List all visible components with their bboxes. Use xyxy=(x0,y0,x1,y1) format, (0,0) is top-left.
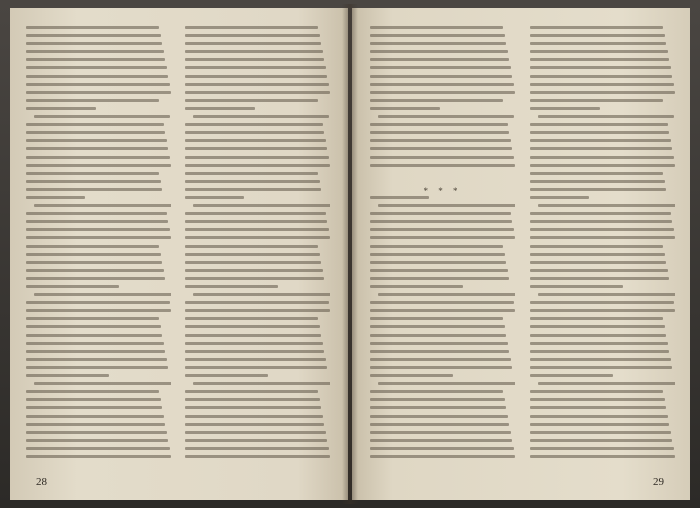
section-break: * * * xyxy=(423,186,462,196)
text-line xyxy=(26,309,171,312)
text-line xyxy=(185,447,329,450)
text-line xyxy=(370,374,453,377)
text-line xyxy=(530,342,668,345)
text-line xyxy=(370,107,440,110)
text-line xyxy=(185,342,323,345)
text-line xyxy=(370,220,512,223)
text-line xyxy=(370,261,506,264)
text-line xyxy=(26,172,159,175)
text-line xyxy=(185,398,320,401)
text-line xyxy=(530,261,666,264)
text-line xyxy=(34,382,171,385)
text-line xyxy=(370,269,508,272)
text-line xyxy=(530,455,675,458)
text-line xyxy=(185,212,326,215)
text-line xyxy=(530,447,674,450)
text-line xyxy=(26,99,159,102)
text-line xyxy=(26,164,171,167)
text-line xyxy=(26,301,170,304)
text-line xyxy=(26,58,165,61)
text-line xyxy=(530,42,666,45)
text-line xyxy=(370,415,508,418)
text-line xyxy=(530,228,674,231)
text-line xyxy=(530,309,675,312)
text-line xyxy=(530,91,675,94)
text-line xyxy=(26,285,119,288)
text-line xyxy=(370,325,505,328)
text-line xyxy=(530,34,665,37)
text-line xyxy=(185,180,320,183)
text-line xyxy=(538,204,675,207)
text-line xyxy=(370,228,514,231)
text-line xyxy=(26,325,161,328)
text-line xyxy=(26,390,159,393)
text-line xyxy=(26,415,164,418)
text-line xyxy=(530,431,671,434)
text-line xyxy=(530,439,672,442)
text-line xyxy=(185,220,327,223)
text-line xyxy=(370,253,505,256)
text-line xyxy=(370,398,505,401)
text-line xyxy=(530,196,589,199)
text-line xyxy=(26,374,109,377)
text-line xyxy=(370,164,515,167)
text-line xyxy=(26,34,161,37)
text-line xyxy=(530,58,669,61)
text-line xyxy=(185,188,321,191)
text-line xyxy=(26,334,162,337)
text-line xyxy=(370,366,512,369)
text-line xyxy=(26,358,167,361)
left-page-number: 28 xyxy=(36,476,47,488)
text-line xyxy=(370,75,512,78)
text-line xyxy=(530,390,663,393)
text-line xyxy=(185,139,326,142)
text-line xyxy=(26,123,164,126)
text-line xyxy=(26,188,162,191)
text-line xyxy=(370,406,506,409)
text-line xyxy=(185,34,320,37)
text-line xyxy=(530,99,663,102)
left-page xyxy=(10,8,348,500)
text-line xyxy=(26,26,159,29)
text-line xyxy=(185,277,324,280)
text-line xyxy=(370,439,512,442)
text-line xyxy=(378,293,515,296)
text-line xyxy=(370,285,463,288)
text-line xyxy=(185,309,330,312)
text-line xyxy=(370,196,429,199)
text-line xyxy=(370,350,509,353)
text-line xyxy=(370,301,514,304)
text-line xyxy=(185,390,318,393)
text-line xyxy=(370,66,511,69)
text-line xyxy=(185,91,330,94)
text-line xyxy=(26,366,168,369)
text-line xyxy=(530,374,613,377)
text-line xyxy=(370,245,503,248)
text-line xyxy=(193,382,330,385)
text-line xyxy=(26,398,161,401)
text-line xyxy=(370,342,508,345)
text-line xyxy=(193,204,330,207)
text-line xyxy=(185,196,244,199)
text-line xyxy=(530,66,671,69)
text-line xyxy=(530,253,665,256)
text-line xyxy=(530,350,669,353)
text-line xyxy=(370,42,506,45)
text-line xyxy=(378,204,515,207)
text-line xyxy=(185,423,324,426)
text-line xyxy=(530,220,672,223)
text-line xyxy=(185,75,327,78)
text-line xyxy=(26,406,162,409)
text-line xyxy=(370,212,511,215)
text-line xyxy=(530,172,663,175)
text-line xyxy=(26,447,170,450)
text-line xyxy=(185,172,318,175)
text-line xyxy=(185,439,327,442)
text-line xyxy=(370,423,509,426)
text-line xyxy=(185,415,323,418)
text-line xyxy=(370,334,506,337)
text-line xyxy=(530,180,665,183)
text-line xyxy=(26,423,165,426)
text-line xyxy=(185,164,330,167)
text-line xyxy=(370,123,508,126)
text-line xyxy=(530,334,666,337)
text-line xyxy=(185,58,324,61)
text-line xyxy=(26,42,162,45)
right-page-column-1 xyxy=(370,26,515,466)
text-line xyxy=(530,423,669,426)
text-line xyxy=(26,342,164,345)
text-line xyxy=(185,99,318,102)
text-line xyxy=(530,398,665,401)
text-line xyxy=(193,115,329,118)
text-line xyxy=(530,123,668,126)
text-line xyxy=(370,50,508,53)
text-line xyxy=(185,358,326,361)
text-line xyxy=(185,350,324,353)
text-line xyxy=(185,455,330,458)
text-line xyxy=(26,220,168,223)
text-line xyxy=(26,350,165,353)
text-line xyxy=(26,147,168,150)
text-line xyxy=(26,131,165,134)
text-line xyxy=(185,66,326,69)
text-line xyxy=(26,245,159,248)
text-line xyxy=(185,366,327,369)
text-line xyxy=(370,26,503,29)
text-line xyxy=(26,156,170,159)
text-line xyxy=(185,325,320,328)
text-line xyxy=(370,139,511,142)
text-line xyxy=(530,358,671,361)
text-line xyxy=(26,261,162,264)
text-line xyxy=(370,358,511,361)
text-line xyxy=(370,390,503,393)
text-line xyxy=(378,115,514,118)
text-line xyxy=(26,455,171,458)
text-line xyxy=(34,115,170,118)
text-line xyxy=(185,261,321,264)
text-line xyxy=(26,277,165,280)
text-line xyxy=(530,236,675,239)
text-line xyxy=(185,26,318,29)
text-line xyxy=(530,269,668,272)
text-line xyxy=(370,99,503,102)
text-line xyxy=(26,139,167,142)
right-page xyxy=(352,8,690,500)
text-line xyxy=(370,147,512,150)
text-line xyxy=(530,366,672,369)
text-line xyxy=(370,58,509,61)
text-line xyxy=(370,431,511,434)
text-line xyxy=(370,91,515,94)
text-line xyxy=(185,269,323,272)
text-line xyxy=(26,228,170,231)
text-line xyxy=(26,91,171,94)
text-line xyxy=(193,293,330,296)
text-line xyxy=(530,277,669,280)
text-line xyxy=(370,156,514,159)
text-line xyxy=(530,245,663,248)
text-line xyxy=(185,334,321,337)
text-line xyxy=(530,107,600,110)
text-line xyxy=(185,236,330,239)
left-page-column-2 xyxy=(185,26,330,466)
text-line xyxy=(530,406,666,409)
text-line xyxy=(538,293,675,296)
text-line xyxy=(26,317,159,320)
text-line xyxy=(185,156,329,159)
text-line xyxy=(26,83,170,86)
text-line xyxy=(26,180,161,183)
text-line xyxy=(26,431,167,434)
text-line xyxy=(530,131,669,134)
text-line xyxy=(370,277,509,280)
text-line xyxy=(530,325,665,328)
text-line xyxy=(185,301,329,304)
text-line xyxy=(185,107,255,110)
text-line xyxy=(185,285,278,288)
text-line xyxy=(530,188,666,191)
text-line xyxy=(185,406,321,409)
text-line xyxy=(370,83,514,86)
text-line xyxy=(26,253,161,256)
text-line xyxy=(185,83,329,86)
text-line xyxy=(378,382,515,385)
text-line xyxy=(34,204,171,207)
text-line xyxy=(185,50,323,53)
text-line xyxy=(370,309,515,312)
text-line xyxy=(530,301,674,304)
text-line xyxy=(185,317,318,320)
text-line xyxy=(185,228,329,231)
text-line xyxy=(26,107,96,110)
text-line xyxy=(185,42,321,45)
text-line xyxy=(370,317,503,320)
left-page-column-1 xyxy=(26,26,171,466)
text-line xyxy=(34,293,171,296)
text-line xyxy=(530,26,663,29)
text-line xyxy=(26,196,85,199)
text-line xyxy=(26,269,164,272)
text-line xyxy=(26,66,167,69)
text-line xyxy=(185,431,326,434)
text-line xyxy=(530,285,623,288)
text-line xyxy=(538,382,675,385)
text-line xyxy=(370,455,515,458)
text-line xyxy=(26,236,171,239)
text-line xyxy=(530,83,674,86)
right-page-number: 29 xyxy=(653,476,664,488)
text-line xyxy=(370,34,505,37)
text-line xyxy=(26,212,167,215)
text-line xyxy=(530,164,675,167)
right-page-column-2 xyxy=(530,26,675,466)
text-line xyxy=(538,115,674,118)
text-line xyxy=(185,123,323,126)
text-line xyxy=(185,253,320,256)
text-line xyxy=(530,212,671,215)
text-line xyxy=(530,147,672,150)
text-line xyxy=(530,139,671,142)
text-line xyxy=(370,447,514,450)
book-gutter xyxy=(342,4,358,504)
text-line xyxy=(530,75,672,78)
text-line xyxy=(530,415,668,418)
text-line xyxy=(26,75,168,78)
text-line xyxy=(185,245,318,248)
text-line xyxy=(530,50,668,53)
text-line xyxy=(185,147,327,150)
text-line xyxy=(185,374,268,377)
text-line xyxy=(530,156,674,159)
text-line xyxy=(26,50,164,53)
text-line xyxy=(530,317,663,320)
text-line xyxy=(185,131,324,134)
text-line xyxy=(370,131,509,134)
text-line xyxy=(370,236,515,239)
text-line xyxy=(26,439,168,442)
